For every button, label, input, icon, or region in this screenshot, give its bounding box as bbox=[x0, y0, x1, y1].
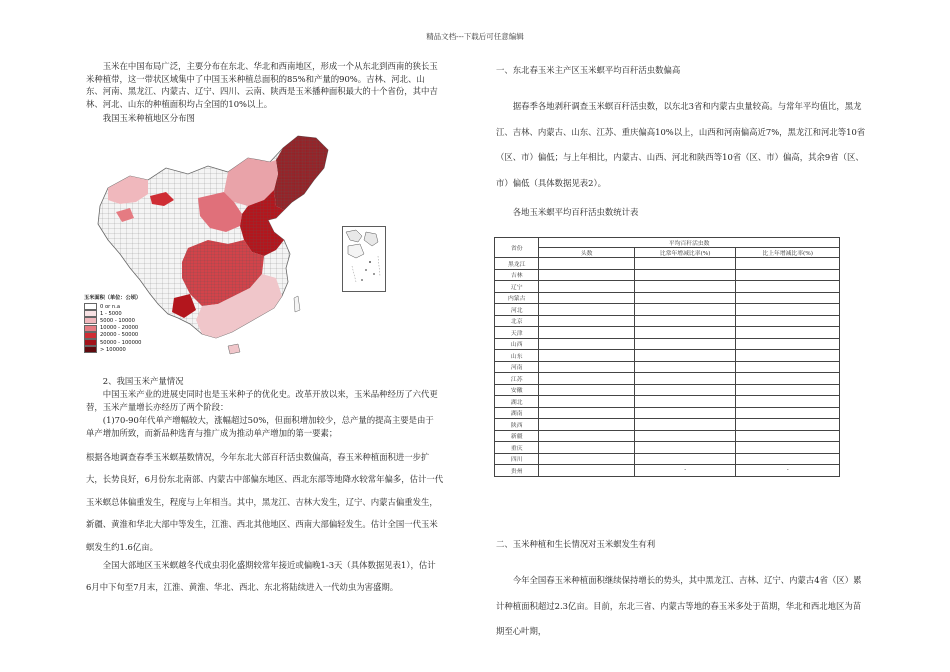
cell-vs-average bbox=[634, 304, 736, 316]
cell-vs-average bbox=[634, 269, 736, 281]
table-row bbox=[495, 442, 840, 454]
cell-vs-average bbox=[634, 430, 736, 442]
cell-vs-last-year bbox=[736, 384, 840, 396]
col-header-province: 省份 bbox=[495, 238, 539, 258]
cell-vs-last-year: - bbox=[736, 465, 840, 477]
cell-vs-average bbox=[634, 419, 736, 431]
cell-count bbox=[539, 361, 635, 373]
cell-province: 湖南 bbox=[495, 407, 539, 419]
cell-count bbox=[539, 292, 635, 304]
cell-province: 江苏 bbox=[495, 373, 539, 385]
cell-vs-average bbox=[634, 338, 736, 350]
cell-vs-average bbox=[634, 384, 736, 396]
cell-vs-last-year bbox=[736, 258, 840, 270]
section2-heading: 2、我国玉米产量情况 bbox=[102, 376, 184, 386]
right-paragraph-1: 据春季各地剥秆调查玉米螟百秆活虫数，以东北3省和内蒙古虫量较高。与常年平均值比，黑龙江、吉林、内蒙古、山东、江苏、重庆偏高10%以上，山西和河南偏高近7%，黑龙江和河北等10省（区、市）偏低；与上年相比，内蒙古、山西、河北和陕西等10省（区、市）偏高，其余9省（区、市）偏低（具体数据见表2）。 bbox=[496, 101, 866, 188]
map-legend-title: 玉米面积（单位：公顷） bbox=[84, 295, 142, 301]
cell-count bbox=[539, 442, 635, 454]
cell-province: 辽宁 bbox=[495, 281, 539, 293]
cell-count bbox=[539, 384, 635, 396]
legend-row bbox=[84, 332, 141, 339]
table-title: 各地玉米螟平均百秆活虫数统计表 bbox=[512, 207, 639, 217]
right-heading-1: 一、东北春玉米主产区玉米螟平均百秆活虫数偏高 bbox=[496, 65, 681, 75]
cell-vs-average bbox=[634, 327, 736, 339]
cell-count bbox=[539, 465, 635, 477]
cell-vs-last-year bbox=[736, 373, 840, 385]
cell-province: 重庆 bbox=[495, 442, 539, 454]
cell-vs-last-year bbox=[736, 361, 840, 373]
cell-province: 山西 bbox=[495, 338, 539, 350]
cell-province: 安徽 bbox=[495, 384, 539, 396]
cell-count bbox=[539, 327, 635, 339]
cell-vs-last-year bbox=[736, 327, 840, 339]
cell-vs-average: - bbox=[634, 465, 736, 477]
cell-vs-average bbox=[634, 361, 736, 373]
cell-province: 湖北 bbox=[495, 396, 539, 408]
cell-vs-average bbox=[634, 350, 736, 362]
right-paragraph-2: 今年全国春玉米种植面积继续保持增长的势头，其中黑龙江、吉林、辽宁、内蒙古4省（区）累计种植面积超过2.3亿亩。目前，东北三省、内蒙古等地的春玉米多处于苗期，华北和西北地区为苗期至心叶期， bbox=[496, 575, 862, 637]
col-header-vs-average: 比常年增减比率(%) bbox=[634, 248, 736, 258]
cell-count bbox=[539, 304, 635, 316]
cell-vs-average bbox=[634, 442, 736, 454]
emergence-paragraph: 全国大部地区玉米螟越冬代成虫羽化盛期较常年接近或偏晚1-3天（具体数据见表1），估计6月中下旬至7月末，江淮、黄淮、华北、西北、东北将陆续进入一代幼虫为害盛期。 bbox=[86, 560, 436, 593]
cell-vs-last-year bbox=[736, 350, 840, 362]
table-subheader-row bbox=[495, 248, 840, 258]
cell-vs-average bbox=[634, 281, 736, 293]
cell-count bbox=[539, 269, 635, 281]
cell-vs-last-year bbox=[736, 315, 840, 327]
cell-count bbox=[539, 258, 635, 270]
map-caption: 我国玉米种植地区分布图 bbox=[102, 113, 195, 123]
legend-label: 1 - 5000 bbox=[100, 310, 122, 317]
legend-row bbox=[84, 325, 141, 332]
legend-label: 0 or n.a bbox=[100, 303, 121, 310]
forecast-paragraph: 根据各地调查春季玉米螟基数情况，今年东北大部百秆活虫数偏高，春玉米种植面积进一步扩大，长势良好，6月份东北南部、内蒙古中部偏东地区、西北东部等地降水较常年偏多，估计一代玉米螟总体偏重发生，程度与上年相当。其中，黑龙江、吉林大发生，辽宁、内蒙古偏重发生，新疆、黄淮和华北大部中等发生，江淮、西北其他地区、西南大部偏轻发生。估计全国一代玉米螟发生约1.6亿亩。 bbox=[86, 452, 444, 552]
cell-count bbox=[539, 407, 635, 419]
cell-province: 北京 bbox=[495, 315, 539, 327]
legend-row bbox=[84, 310, 141, 317]
cell-vs-average bbox=[634, 396, 736, 408]
cell-province: 河北 bbox=[495, 304, 539, 316]
cell-province: 黑龙江 bbox=[495, 258, 539, 270]
cell-vs-last-year bbox=[736, 269, 840, 281]
table-row bbox=[495, 350, 840, 362]
table-row bbox=[495, 269, 840, 281]
table-row bbox=[495, 430, 840, 442]
map-legend bbox=[84, 294, 141, 353]
cell-count bbox=[539, 430, 635, 442]
legend-label: 10000 - 20000 bbox=[100, 325, 139, 332]
table-row bbox=[495, 258, 840, 270]
legend-label: 20000 - 50000 bbox=[100, 332, 139, 339]
cell-count bbox=[539, 338, 635, 350]
cell-vs-last-year bbox=[736, 292, 840, 304]
table-row bbox=[495, 407, 840, 419]
legend-row bbox=[84, 346, 141, 353]
cell-vs-last-year bbox=[736, 396, 840, 408]
table-header-row bbox=[495, 238, 840, 248]
legend-row bbox=[84, 317, 141, 324]
cell-vs-average bbox=[634, 373, 736, 385]
cell-vs-last-year bbox=[736, 407, 840, 419]
cell-province: 吉林 bbox=[495, 269, 539, 281]
cell-vs-average bbox=[634, 315, 736, 327]
cell-province: 陕西 bbox=[495, 419, 539, 431]
legend-swatch bbox=[84, 310, 97, 317]
cell-province: 新疆 bbox=[495, 430, 539, 442]
table-row bbox=[495, 292, 840, 304]
cell-province: 贵州 bbox=[495, 465, 539, 477]
table-row bbox=[495, 384, 840, 396]
cell-count bbox=[539, 396, 635, 408]
cell-province: 内蒙古 bbox=[495, 292, 539, 304]
legend-swatch bbox=[84, 317, 97, 324]
cell-count bbox=[539, 453, 635, 465]
section2-paragraph-2: (1)70-90年代单产增幅较大，涨幅超过50%，但面积增加较少，总产量的提高主要是由于单产增加所致，而新品种选育与推广成为推动单产增加的第一要素； bbox=[86, 415, 434, 438]
cell-count bbox=[539, 419, 635, 431]
col-header-group: 平均百秆活虫数 bbox=[539, 238, 840, 248]
legend-row bbox=[84, 303, 141, 310]
table-row bbox=[495, 315, 840, 327]
cell-vs-average bbox=[634, 407, 736, 419]
cell-vs-average bbox=[634, 258, 736, 270]
cell-vs-last-year bbox=[736, 281, 840, 293]
cell-count bbox=[539, 315, 635, 327]
table-row bbox=[495, 419, 840, 431]
table-row bbox=[495, 281, 840, 293]
legend-swatch bbox=[84, 325, 97, 332]
legend-label: > 100000 bbox=[100, 346, 126, 353]
right-heading-2: 二、玉米种植和生长情况对玉米螟发生有利 bbox=[496, 539, 656, 549]
legend-label: 5000 - 10000 bbox=[100, 317, 135, 324]
section2-paragraph-1: 中国玉米产业的进展史同时也是玉米种子的优化史。改革开放以来，玉米品种经历了六代更替，玉米产量增长亦经历了两个阶段： bbox=[86, 389, 438, 412]
cell-vs-last-year bbox=[736, 430, 840, 442]
cell-vs-average bbox=[634, 292, 736, 304]
cell-province: 四川 bbox=[495, 453, 539, 465]
table-row bbox=[495, 373, 840, 385]
cell-vs-average bbox=[634, 453, 736, 465]
table-row bbox=[495, 338, 840, 350]
cell-count bbox=[539, 350, 635, 362]
table-row bbox=[495, 453, 840, 465]
stats-table bbox=[494, 237, 840, 477]
col-header-count: 头数 bbox=[539, 248, 635, 258]
intro-paragraph: 玉米在中国布局广泛，主要分布在东北、华北和西南地区，形成一个从东北到西南的狭长玉米种植带，这一带状区域集中了中国玉米种植总面积的85%和产量的90%。吉林、河北、山东、河南、黑龙江、内蒙古、辽宁、四川、云南、陕西是玉米播种面积最大的十个省份，其中吉林、河北、山东的种植面积均占全国的10%以上。 bbox=[86, 61, 438, 109]
legend-swatch bbox=[84, 303, 97, 310]
cell-count bbox=[539, 373, 635, 385]
south-china-sea-inset bbox=[342, 226, 386, 292]
col-header-vs-last-year: 比上年增减比率(%) bbox=[736, 248, 840, 258]
page-header: 精品文档---下载后可任意编辑 bbox=[426, 32, 524, 41]
table-row bbox=[495, 327, 840, 339]
cell-vs-last-year bbox=[736, 304, 840, 316]
legend-swatch bbox=[84, 346, 97, 353]
legend-swatch bbox=[84, 339, 97, 346]
table-row bbox=[495, 304, 840, 316]
legend-swatch bbox=[84, 332, 97, 339]
legend-label: 50000 - 100000 bbox=[100, 339, 142, 346]
cell-province: 山东 bbox=[495, 350, 539, 362]
cell-province: 天津 bbox=[495, 327, 539, 339]
cell-count bbox=[539, 281, 635, 293]
cell-vs-last-year bbox=[736, 338, 840, 350]
table-row bbox=[495, 396, 840, 408]
cell-vs-last-year bbox=[736, 442, 840, 454]
legend-row bbox=[84, 339, 141, 346]
table-row bbox=[495, 465, 840, 477]
cell-vs-last-year bbox=[736, 419, 840, 431]
table-row bbox=[495, 361, 840, 373]
cell-vs-last-year bbox=[736, 453, 840, 465]
cell-province: 河南 bbox=[495, 361, 539, 373]
